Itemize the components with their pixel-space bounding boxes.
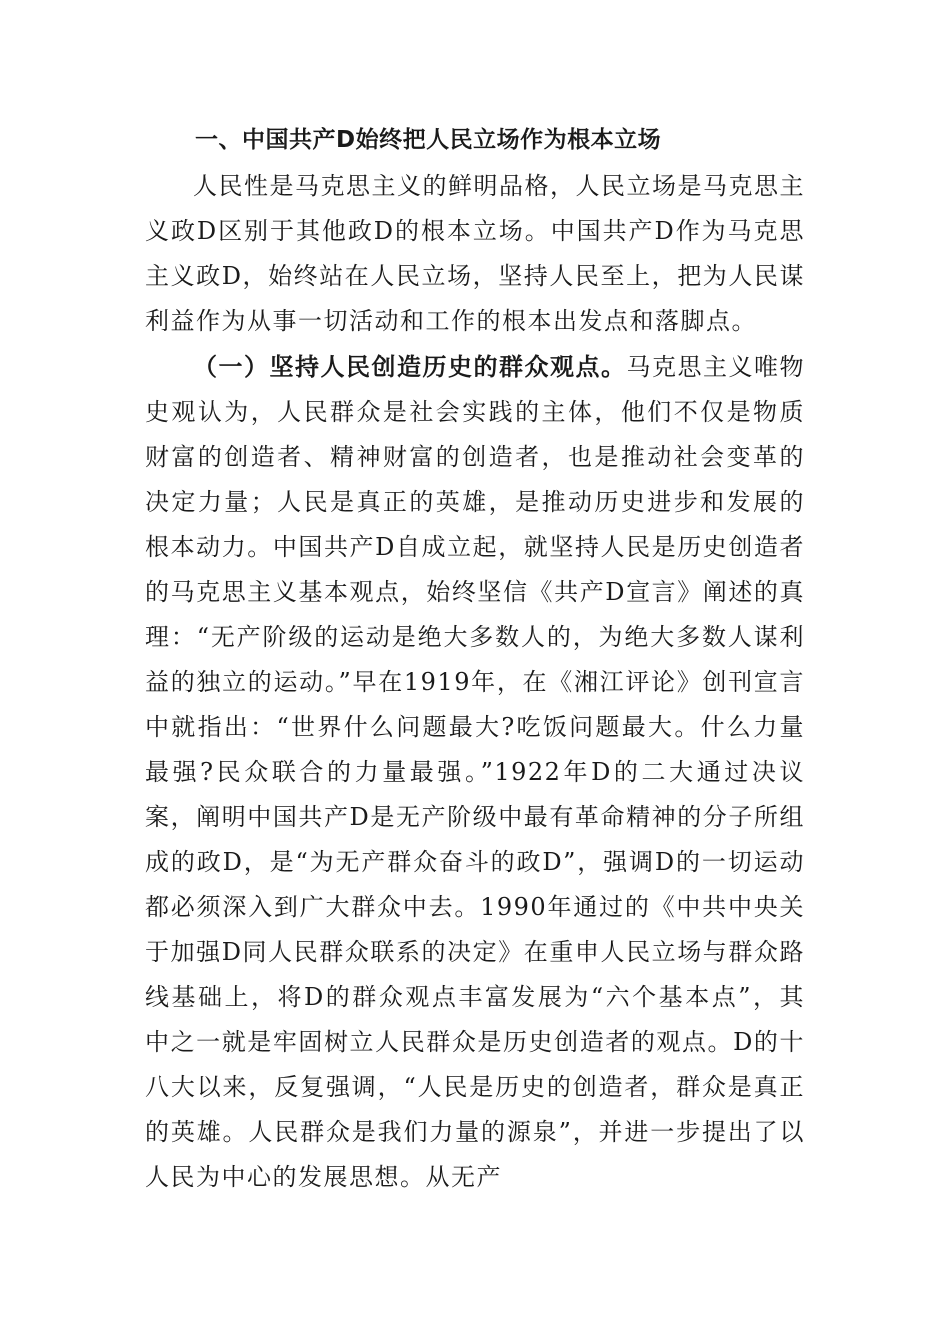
paragraph-2-body: 马克思主义唯物史观认为，人民群众是社会实践的主体，他们不仅是物质财富的创造者、精神财富的创造者，也是推动社会变革的决定力量；人民是真正的英雄，是推动历史进步和发展的根本动力。中国共产D自成立起，就坚持人民是历史创造者的马克思主义基本观点，始终坚信《共产D宣言》阐述的真理：“无产阶级的运动是绝大多数人的，为绝大多数人谋利益的独立的运动。”早在1919年，在《湘江评论》创刊宣言中就指出：“世界什么问题最大?吃饭问题最大。什么力量最强?民众联合的力量最强。”1922年D的二大通过决议案，阐明中国共产D是无产阶级中最有革命精神的分子所组成的政D，是“为无产群众奋斗的政D”，强调D的一切运动都必须深入到广大群众中去。1990年通过的《中共中央关于加强D同人民群众联系的决定》在重申人民立场与群众路线基础上，将D的群众观点丰富发展为“六个基本点”，其中之一就是牢固树立人民群众是历史创造者的观点。D的十八大以来，反复强调，“人民是历史的创造者，群众是真正的英雄。人民群众是我们力量的源泉”，并进一步提出了以人民为中心的发展思想。从无产 bbox=[145, 353, 805, 1191]
paragraph-1: 人民性是马克思主义的鲜明品格，人民立场是马克思主义政D区别于其他政D的根本立场。中国共产D作为马克思主义政D，始终站在人民立场，坚持人民至上，把为人民谋利益作为从事一切活动和工作的根本出发点和落脚点。 bbox=[145, 172, 805, 335]
document-body bbox=[145, 118, 805, 1200]
subsection-heading: （一）坚持人民创造历史的群众观点。 bbox=[193, 352, 627, 381]
paragraph-2 bbox=[145, 344, 805, 1200]
section-heading: 一、中国共产D始终把人民立场作为根本立场 bbox=[195, 127, 662, 153]
